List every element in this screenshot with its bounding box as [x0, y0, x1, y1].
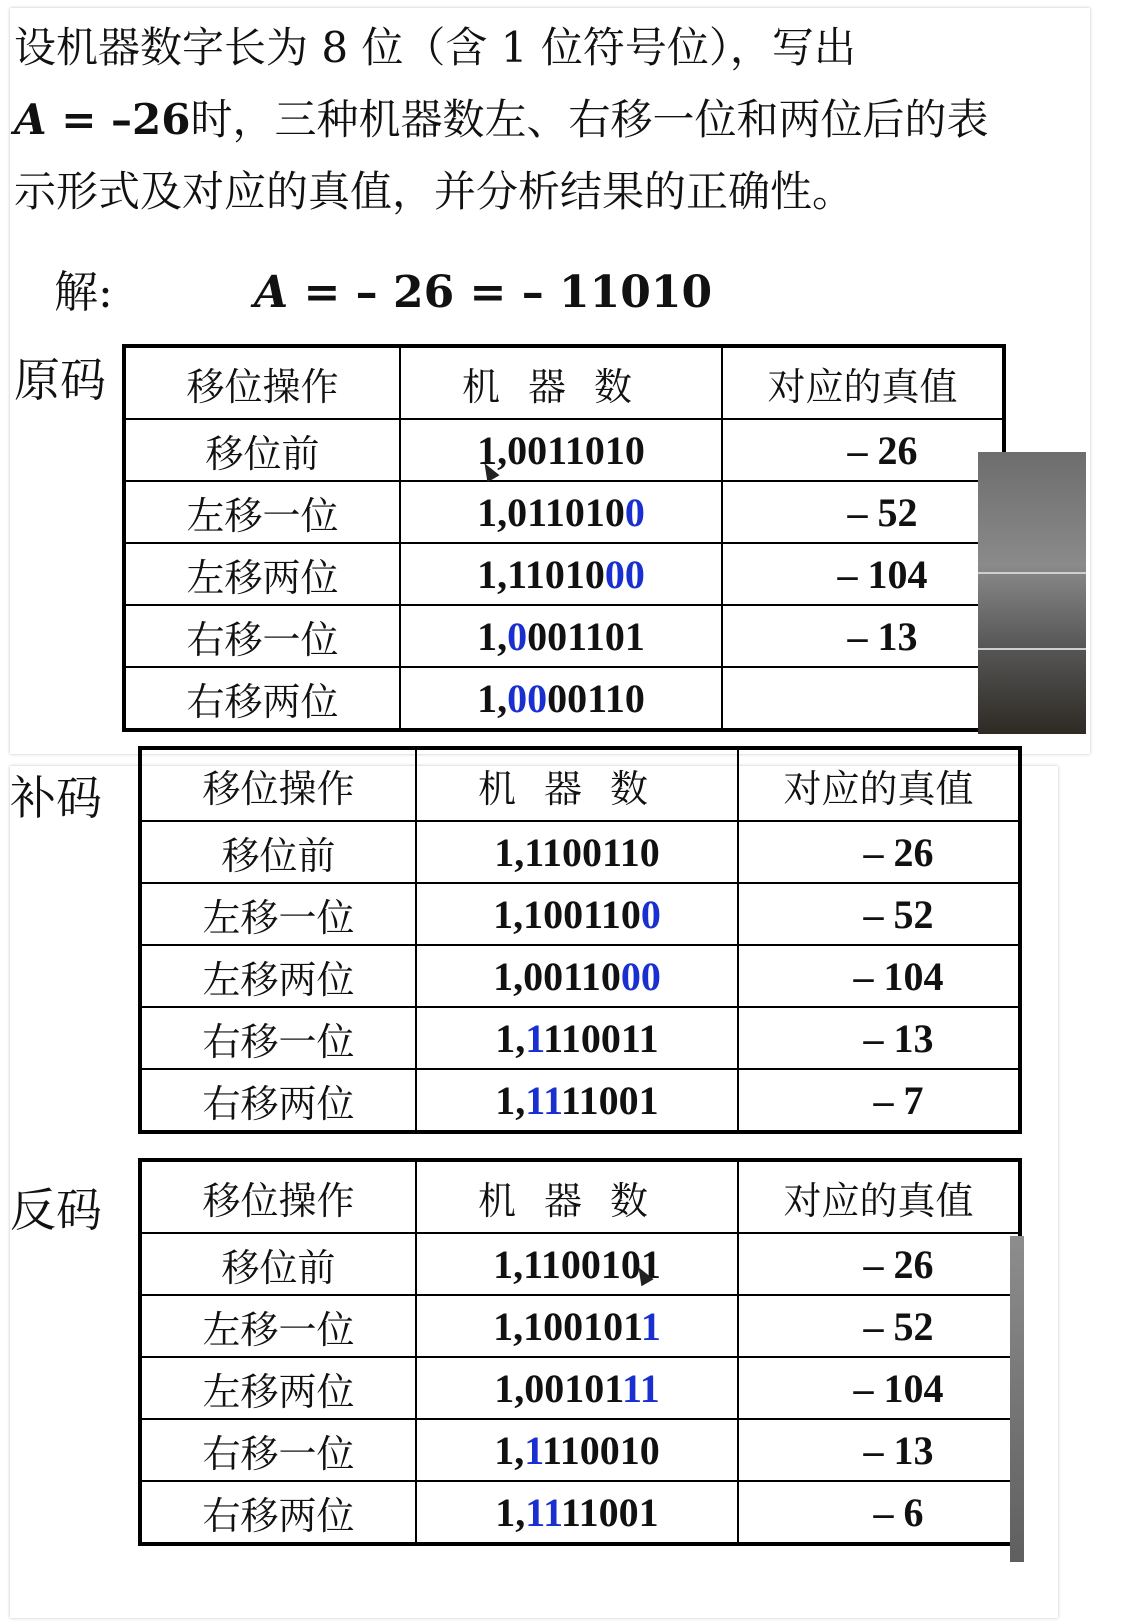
table-row: [140, 883, 1020, 945]
true-value-cell: – 26: [738, 1233, 1020, 1295]
table-row: [140, 1069, 1020, 1132]
true-value-cell: – 13: [738, 1007, 1020, 1069]
machine-number-black: 1,1100101: [493, 1241, 661, 1287]
header-true-value: 对应的真值: [738, 1160, 1020, 1233]
shift-operation-cell: 右移一位: [140, 1419, 416, 1481]
machine-number-cell: [416, 1481, 738, 1544]
shift-operation-cell: 右移两位: [124, 667, 400, 730]
machine-number-black: 1,: [494, 1427, 525, 1473]
problem-variable: A: [14, 95, 47, 144]
shift-operation-cell: 左移一位: [124, 481, 400, 543]
machine-number-black: 1,00110: [493, 953, 621, 999]
problem-line-2: [14, 84, 1090, 156]
solution-line: [54, 256, 712, 320]
machine-number-black: 1,1100110: [494, 829, 660, 875]
table-row: [140, 1233, 1020, 1295]
machine-number-black: 1,11010: [477, 551, 605, 597]
solution-variable: A: [254, 267, 289, 318]
table-row: [124, 419, 1004, 481]
machine-number-highlight: 11: [525, 1077, 561, 1123]
machine-number-black: 1,: [495, 1489, 526, 1535]
shift-operation-cell: 右移两位: [140, 1069, 416, 1132]
shift-operation-cell: 右移一位: [140, 1007, 416, 1069]
machine-number-highlight: 0: [507, 613, 528, 659]
table-row: [140, 821, 1020, 883]
machine-number-black: 110011: [543, 1015, 659, 1061]
header-shift-operation: 移位操作: [124, 346, 400, 419]
machine-number-highlight: 00: [604, 551, 645, 597]
problem-line-2-rest: 时，三种机器数左、右移一位和两位后的表: [190, 95, 989, 144]
header-true-value: 对应的真值: [722, 346, 1004, 419]
table-row: [140, 1007, 1020, 1069]
true-value-cell: – 26: [722, 419, 1004, 481]
machine-number-cell: [400, 605, 722, 667]
table-row: [124, 481, 1004, 543]
true-value-cell: – 104: [738, 1357, 1020, 1419]
machine-number-highlight: 0: [640, 891, 661, 937]
machine-number-black: 1,: [477, 613, 508, 659]
machine-number-black: 00110: [547, 675, 645, 721]
shift-operation-cell: 左移两位: [124, 543, 400, 605]
machine-number-highlight: 1: [525, 1015, 544, 1061]
machine-number-cell: [416, 1007, 738, 1069]
machine-number-black: 110010: [542, 1427, 660, 1473]
solution-equation: [254, 267, 712, 318]
shift-operation-cell: 左移一位: [140, 883, 416, 945]
table-row: [124, 667, 1004, 730]
problem-equation: = –26: [46, 95, 191, 144]
true-value-cell: – 7: [738, 1069, 1020, 1132]
true-value-cell: – 13: [722, 605, 1004, 667]
machine-number-black: 11001: [560, 1489, 659, 1535]
table-row: [124, 543, 1004, 605]
machine-number-cell: [416, 945, 738, 1007]
table-row: [124, 605, 1004, 667]
table-row: [140, 945, 1020, 1007]
true-value-cell: – 104: [722, 543, 1004, 605]
table-twos-complement: [138, 746, 1022, 1134]
table-header-row: [140, 748, 1020, 821]
table-row: [140, 1295, 1020, 1357]
shift-operation-cell: 右移两位: [140, 1481, 416, 1544]
shift-operation-cell: 左移两位: [140, 1357, 416, 1419]
header-machine-number: 机器数: [416, 748, 738, 821]
shift-operation-cell: 右移一位: [124, 605, 400, 667]
shift-operation-cell: 左移两位: [140, 945, 416, 1007]
machine-number-black: 1,100101: [493, 1303, 641, 1349]
shift-operation-cell: 左移一位: [140, 1295, 416, 1357]
table-row: [140, 1481, 1020, 1544]
machine-number-black: 1,: [477, 675, 508, 721]
machine-number-highlight: 0: [624, 489, 645, 535]
machine-number-black: 001101: [527, 613, 645, 659]
machine-number-cell: [400, 667, 722, 730]
section-label-ones-complement: 反码: [10, 1183, 102, 1237]
shift-operation-cell: 移位前: [124, 419, 400, 481]
machine-number-cell: [400, 481, 722, 543]
table-row: [140, 1419, 1020, 1481]
machine-number-highlight: 11: [525, 1489, 561, 1535]
machine-number-black: 1,: [495, 1015, 526, 1061]
machine-number-black: 1,0011010: [477, 427, 645, 473]
true-value-cell: – 52: [738, 883, 1020, 945]
true-value-cell: – 26: [738, 821, 1020, 883]
machine-number-highlight: 1: [524, 1427, 542, 1473]
machine-number-cell: [416, 1419, 738, 1481]
shift-operation-cell: 移位前: [140, 1233, 416, 1295]
webcam-overlay: [978, 452, 1086, 734]
true-value-cell: – 6: [738, 1481, 1020, 1544]
slide-bottom: [10, 766, 1058, 1618]
machine-number-black: 1,011010: [477, 489, 625, 535]
problem-line-1: 设机器数字长为 8 位（含 1 位符号位），写出: [14, 23, 856, 72]
header-machine-number: 机器数: [416, 1160, 738, 1233]
section-label-twos-complement: 补码: [10, 771, 102, 825]
problem-line-3: 示形式及对应的真值，并分析结果的正确性。: [14, 167, 855, 216]
true-value-cell: [722, 667, 1004, 730]
table-header-row: [124, 346, 1004, 419]
shift-operation-cell: 移位前: [140, 821, 416, 883]
problem-statement: [14, 12, 1090, 228]
machine-number-cell: [400, 419, 722, 481]
header-shift-operation: 移位操作: [140, 1160, 416, 1233]
machine-number-black: 1,100110: [493, 891, 641, 937]
machine-number-highlight: 1: [640, 1303, 661, 1349]
true-value-cell: – 13: [738, 1419, 1020, 1481]
true-value-cell: – 52: [722, 481, 1004, 543]
solution-expression: = – 26 = – 11010: [288, 267, 713, 318]
machine-number-cell: [400, 543, 722, 605]
machine-number-cell: [416, 1069, 738, 1132]
header-shift-operation: 移位操作: [140, 748, 416, 821]
table-header-row: [140, 1160, 1020, 1233]
webcam-overlay-edge: [1010, 1236, 1024, 1562]
table-ones-complement: [138, 1158, 1022, 1546]
machine-number-cell: [416, 1357, 738, 1419]
machine-number-cell: [416, 821, 738, 883]
table-sign-magnitude: [122, 344, 1006, 732]
machine-number-cell: [416, 1233, 738, 1295]
machine-number-black: 1,00101: [494, 1365, 622, 1411]
true-value-cell: – 52: [738, 1295, 1020, 1357]
table-row: [140, 1357, 1020, 1419]
solution-label: 解:: [54, 267, 113, 318]
machine-number-cell: [416, 1295, 738, 1357]
machine-number-cell: [416, 883, 738, 945]
header-machine-number: 机器数: [400, 346, 722, 419]
machine-number-highlight: 00: [507, 675, 548, 721]
true-value-cell: – 104: [738, 945, 1020, 1007]
machine-number-highlight: 11: [622, 1365, 660, 1411]
slide-top: [10, 8, 1090, 754]
machine-number-highlight: 00: [620, 953, 661, 999]
header-true-value: 对应的真值: [738, 748, 1020, 821]
machine-number-black: 1,: [495, 1077, 526, 1123]
machine-number-black: 11001: [560, 1077, 659, 1123]
section-label-sign-magnitude: 原码: [14, 353, 106, 407]
